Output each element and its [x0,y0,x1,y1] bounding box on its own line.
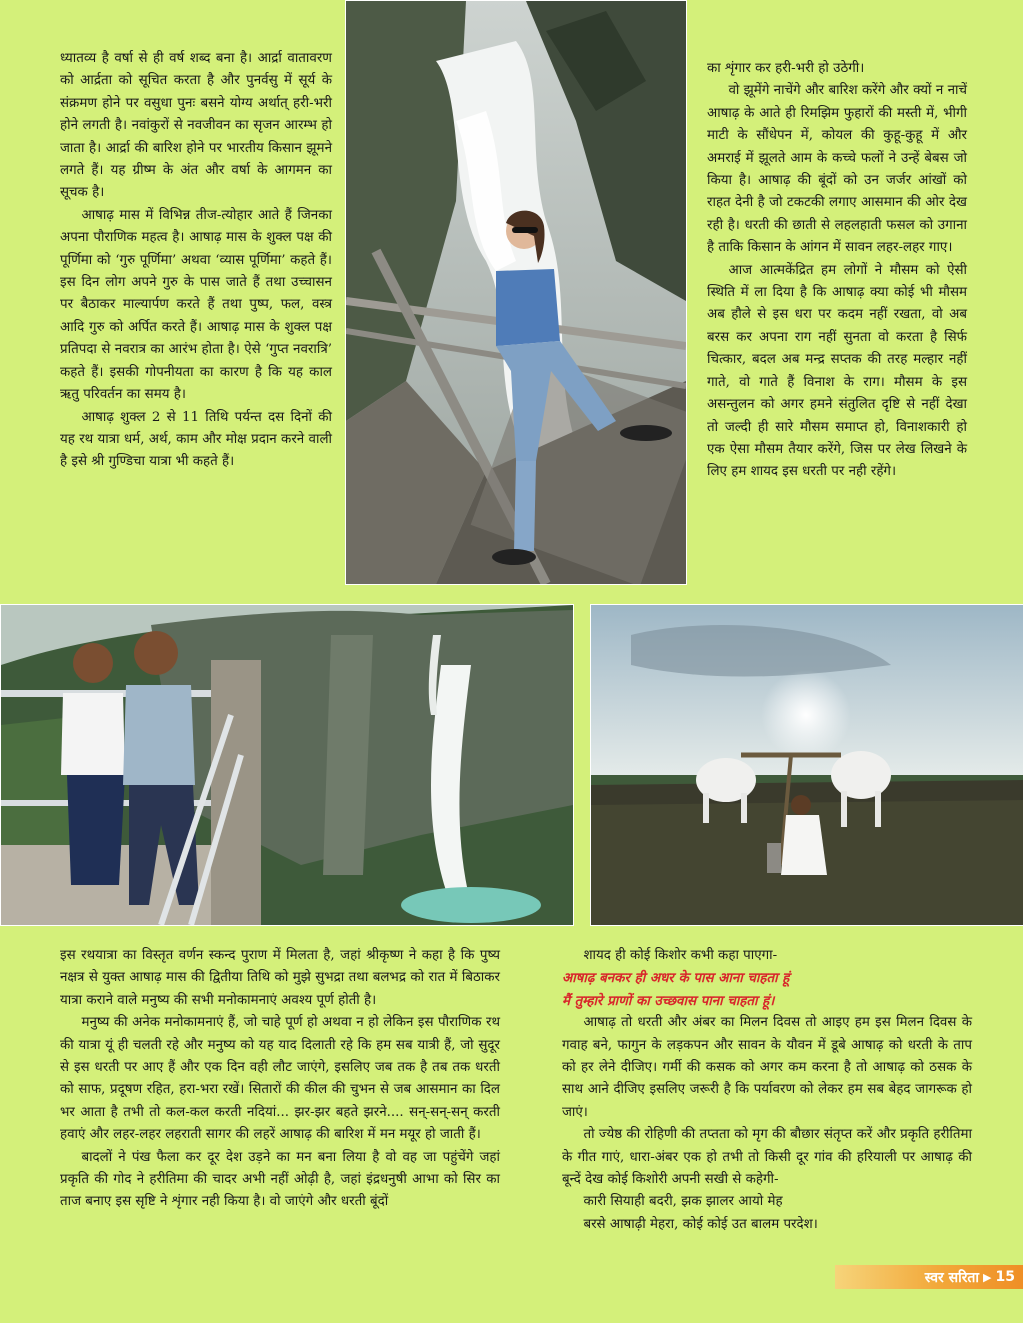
article-column-3 [60,945,500,1214]
paragraph: मनुष्य की अनेक मनोकामनाएं हैं, जो चाहे पूर्ण हो अथवा न हो लेकिन इस पौराणिक रथ की यात्रा यूं ही चलती रहे और मनुष्य को यह याद दिलाती रहे कि हम सब यात्री हैं, जो सुदूर से इस धरती पर आए हैं और एक दिन वही लौट जाएंगे, इसलिए जब तक है तब तक धरती को साफ, प्रदूषण रहित, हरा-भरा रखें। सितारों की कील की चुभन से जब आसमान का दिल भर आता है तभी तो कल-कल करती नदियां... झर-झर बहते झरने.... सन्-सन्-सन् करती हवाएं और लहर-लहर लहराती सागर की लहरें आषाढ़ की बारिश में मन मयूर हो जाती हैं। [60,1015,500,1143]
poem-line: आषाढ़ बनकर ही अधर के पास आना चाहता हूं [562,970,790,987]
article-column-1 [60,48,332,474]
paragraph: इस रथयात्रा का विस्तृत वर्णन स्कन्द पुराण में मिलता है, जहां श्रीकृष्ण ने कहा है कि पुष्य नक्षत्र से युक्त आषाढ़ मास की द्वितीया तिथि को मुझे सुभद्रा तथा बलभद्र को रात में बिठाकर यात्रा कराने वाले मनुष्य की सभी मनोकामनाएं अवश्य पूर्ण होती है। [60,948,500,1008]
page-footer [835,1265,1023,1289]
magazine-name: स्वर सरिता [924,1269,980,1286]
article-column-4 [562,945,972,1236]
verse-line: कारी सियाही बदरी, झक झालर आयो मेह [583,1194,783,1210]
boys-waterfall-photo [0,604,574,926]
paragraph: का शृंगार कर हरी-भरी हो उठेगी। [707,61,865,76]
paragraph: आषाढ़ मास में विभिन्न तीज-त्योहार आते हैं जिनका अपना पौराणिक महत्व है। आषाढ़ मास के शुक्ल पक्ष की पूर्णिमा को ‘गुरु पूर्णिमा’ अथवा ‘व्यास पूर्णिमा’ कहते हैं। इस दिन लोग अपने गुरु के पास जाते हैं तथा उच्चासन पर बैठाकर माल्यार्पण करते हैं तथा पुष्प, फल, वस्त्र आदि गुरु को अर्पित करते हैं। आषाढ़ मास के शुक्ल पक्ष प्रतिपदा से नवरात्र का आरंभ होता है। ऐसे ‘गुप्त नवरात्रि’ कहते हैं। इसकी गोपनीयता का कारण है कि यह काल ऋतु परिवर्तन का समय है। [60,207,332,403]
paragraph: आषाढ़ शुक्ल 2 से 11 तिथि पर्यन्त दस दिनों की यह रथ यात्रा धर्म, अर्थ, काम और मोक्ष प्रदान करने वाली है इसे श्री गुण्डिचा यात्रा भी कहते हैं। [60,409,332,470]
verse-line: बरसे आषाढ़ी मेहरा, कोई कोई उत बालम परदेश। [583,1216,818,1232]
poem-line: मैं तुम्हारे प्राणों का उच्छवास पाना चाहता हूं। [562,992,775,1009]
paragraph: आज आत्मकेंद्रित हम लोगों ने मौसम को ऐसी स्थिति में ला दिया है कि आषाढ़ क्या कोई भी मौसम अब हौले से इस धरा पर कदम नहीं रखता, वो अब बरस कर अपना राग नहीं सुनता वो करता है सिर्फ चित्कार, बदल अब मन्द्र सप्तक की तरह मल्हार नहीं गाते, वो गाते हैं विनाश के राग। मौसम के इस असन्तुलन को अगर हमने संतुलित दृष्टि से नहीं देखा तो जल्दी ही सारे मौसम समाप्त हो, विनाशकारी हो एक ऐसा मौसम तैयार करेंगे, जिस पर लेख लिखने के लिए हम शायद इस धरती पर नही रहेंगे। [707,262,967,480]
paragraph: वो झूमेंगे नाचेंगे और बारिश करेंगे और क्यों न नाचें आषाढ़ के आते ही रिमझिम फुहारों की मस्ती में, भीगी माटी के सौंधेपन में, कोयल की कुहू-कुहू में और अमराई में झूलते आम के कच्चे फलों ने उन्हें बेबस जो किया है। आषाढ़ की बूंदों को उन जर्जर आंखों को राहत देनी है जो टकटकी लगाए आसमान की ओर देख रही है। धरती की छाती से लहलहाती फसल को उगाना है ताकि किसान के आंगन में सावन लहर-लहर गाए। [707,83,967,256]
paragraph: आषाढ़ तो धरती और अंबर का मिलन दिवस तो आइए हम इस मिलन दिवस के गवाह बने, फागुन के लड़कपन और सावन के यौवन में डूबे आषाढ़ को धरती के ताप को हर लेने दीजिए। गर्मी की कसक को अगर कम करना है तो आषाढ़ को ठसक के साथ आने दीजिए इसलिए जरूरी है कि पर्यावरण को लेकर हम सब बेहद जागरूक हो जाएं। [562,1015,972,1120]
article-column-2 [707,58,967,484]
waterfall-woman-photo [345,0,687,585]
arrow-right-icon: ▶ [983,1270,992,1284]
paragraph: शायद ही कोई किशोर कभी कहा पाएगा- [583,948,778,963]
farmer-oxen-photo [590,604,1023,926]
paragraph: बादलों ने पंख फैला कर दूर देश उड़ने का मन बना लिया है वो वह जा पहुंचेंगे जहां प्रकृति की गोद ने हरीतिमा की चादर अभी नहीं ओढ़ी है, जहां इंद्रधनुषी आभा को सिर का ताज बनाए इस सृष्टि ने शृंगार नही किया है। वो जाएंगे और धरती बूंदों [60,1149,500,1210]
paragraph: तो ज्येष्ठ की रोहिणी की तप्तता को मृग की बौछार संतृप्त करें और प्रकृति हरीतिमा के गीत गाएं, धारा-अंबर एक हो तभी तो किसी दूर गांव की हरियाली पर आषाढ़ की बून्दें देख कोई किशोरी अपनी सखी से कहेगी- [562,1127,972,1188]
page-number: 15 [995,1269,1015,1285]
paragraph: ध्यातव्य है वर्षा से ही वर्ष शब्द बना है। आर्द्रा वातावरण को आर्द्रता को सूचित करता है और पुनर्वसु में सूर्य के संक्रमण होने पर वसुधा पुनः बसने योग्य अर्थात् हरी-भरी होने लगती है। नवांकुरों से नवजीवन का सृजन आरम्भ हो जाता है। आर्द्रा की बारिश होने पर भारतीय किसान झूमने लगते हैं। यह ग्रीष्म के अंत और वर्षा के आगमन का सूचक है। [60,51,332,201]
